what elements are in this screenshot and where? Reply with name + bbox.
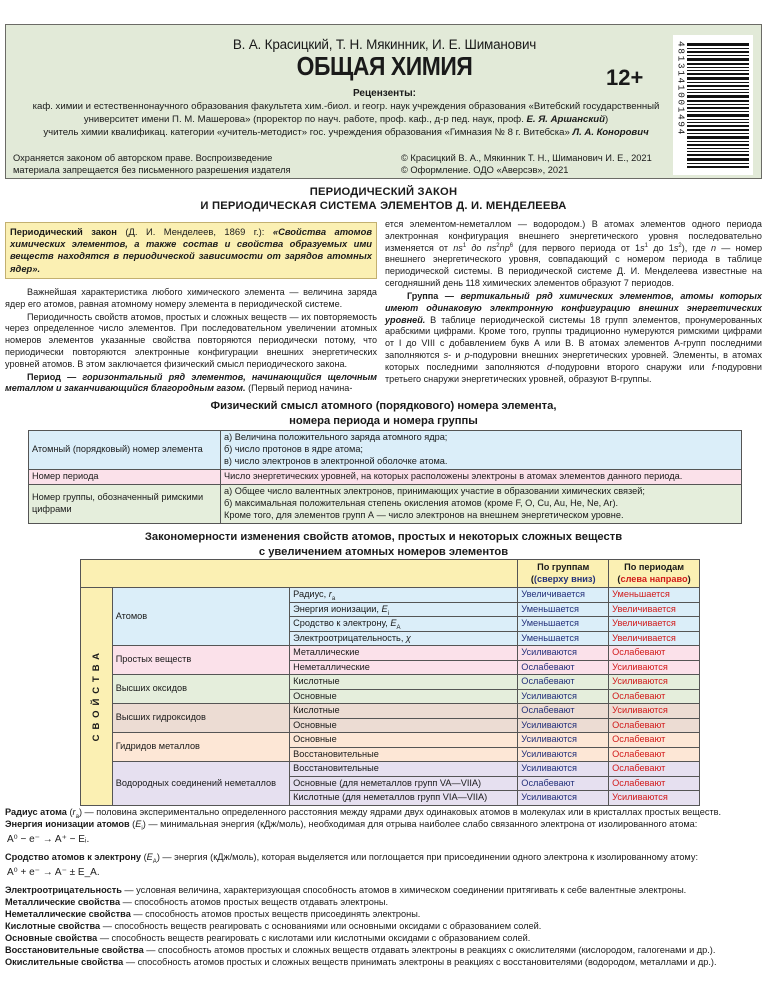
property-subscript: i bbox=[387, 610, 389, 617]
by-groups-direction: (сверху вниз) bbox=[533, 573, 596, 584]
periodic-law-box bbox=[5, 222, 377, 279]
definition-item bbox=[5, 885, 765, 897]
barcode-bars bbox=[687, 43, 749, 168]
definition-term: Энергия ионизации атомов bbox=[5, 818, 130, 829]
property-symbol: E bbox=[390, 618, 397, 629]
definition-term: Металлические свойства bbox=[5, 896, 121, 907]
text: ), где bbox=[681, 242, 711, 253]
by-group-value: Усиливаются bbox=[518, 718, 609, 733]
header-by-groups bbox=[518, 560, 609, 588]
formula: s bbox=[443, 349, 449, 360]
category-cell: Простых веществ bbox=[112, 646, 289, 675]
category-cell: Гидридов металлов bbox=[112, 733, 289, 762]
property-label: Основные bbox=[293, 734, 337, 745]
property-cell bbox=[290, 646, 518, 661]
definition-term: Сродство атомов к электрону bbox=[5, 851, 142, 862]
copyright-notice: Охраняется законом об авторском праве. Воспроизведение материала запрещается без письменного разрешения издателя bbox=[13, 153, 291, 175]
by-period-value: Ослабевают bbox=[609, 747, 700, 762]
text: (для первого периода от 1 bbox=[513, 242, 641, 253]
formula: f bbox=[711, 361, 715, 372]
barcode-bar bbox=[687, 107, 749, 109]
barcode-bar bbox=[687, 67, 749, 68]
by-period-value: Увеличивается bbox=[609, 602, 700, 617]
by-period-value: Ослабевают bbox=[609, 646, 700, 661]
barcode-bar bbox=[687, 163, 749, 164]
property-cell bbox=[290, 762, 518, 777]
section-title-line-2: И ПЕРИОДИЧЕСКАЯ СИСТЕМА ЭЛЕМЕНТОВ Д. И. МЕНДЕЛЕЕВА bbox=[200, 199, 567, 212]
by-group-value: Ослабевают bbox=[518, 704, 609, 719]
by-group-value: Усиливаются bbox=[518, 791, 609, 806]
value-line: а) Величина положительного заряда атомного ядра; bbox=[224, 432, 448, 442]
barcode-bar bbox=[687, 125, 749, 127]
barcode-bar bbox=[687, 144, 749, 146]
text: ется элементом-неметаллом — водородом.) В атомах элементов одного периода электронная конфигурация внешнего энергетического уровня последовательно изменяется от bbox=[385, 219, 762, 253]
barcode-bar bbox=[687, 136, 749, 139]
barcode-bar bbox=[687, 73, 749, 75]
definition-text: — условная величина, характеризующая способность атомов в химическом соединении притягивать к себе валентные электроны. bbox=[121, 884, 687, 895]
barcode-bar bbox=[687, 100, 749, 102]
by-group-value: Усиливаются bbox=[518, 733, 609, 748]
property-cell bbox=[290, 617, 518, 632]
left-column bbox=[5, 222, 377, 396]
property-symbol: χ bbox=[405, 632, 411, 643]
definition-text: — способность атомов простых веществ отдавать электроны. bbox=[120, 896, 389, 907]
table-row bbox=[81, 588, 700, 603]
property-label: Энергия ионизации, bbox=[293, 603, 382, 614]
by-group-value: Усиливаются bbox=[518, 689, 609, 704]
by-group-value: Ослабевают bbox=[518, 660, 609, 675]
by-period-value: Усиливаются bbox=[609, 704, 700, 719]
law-source: (Д. И. Менделеев, 1869 г.): bbox=[116, 226, 273, 237]
by-period-value: Уменьшается bbox=[609, 588, 700, 603]
definition-item bbox=[5, 945, 765, 957]
row-key: Номер группы, обозначенный римскими цифрами bbox=[29, 484, 221, 523]
category-cell: Водородных соединений неметаллов bbox=[112, 762, 289, 806]
table-row bbox=[81, 704, 700, 719]
property-cell bbox=[290, 733, 518, 748]
property-cell bbox=[290, 602, 518, 617]
property-symbol: E bbox=[381, 603, 388, 614]
barcode-bar bbox=[687, 63, 749, 65]
by-group-value: Ослабевают bbox=[518, 675, 609, 690]
barcode-bar bbox=[687, 154, 749, 156]
row-value bbox=[221, 469, 742, 484]
barcode-bar bbox=[687, 85, 749, 87]
meaning-table bbox=[28, 430, 742, 524]
subscript: A bbox=[152, 858, 157, 865]
barcode-bar bbox=[687, 82, 749, 83]
by-period-value: Усиливаются bbox=[609, 791, 700, 806]
property-label: Металлические bbox=[293, 647, 360, 658]
category-cell: Высших гидроксидов bbox=[112, 704, 289, 733]
paren: ( bbox=[617, 573, 621, 584]
group-term: Группа — bbox=[407, 290, 454, 301]
definition-text: — способность атомов простых веществ присоединять электроны. bbox=[130, 908, 421, 919]
category-cell: Атомов bbox=[112, 588, 289, 646]
text: -подуровни внешних энергетических уровней. Элементы, в атомах которых последними заполняются bbox=[385, 349, 762, 372]
row-key: Номер периода bbox=[29, 469, 221, 484]
barcode-bar bbox=[687, 77, 749, 80]
definition-item bbox=[5, 921, 765, 933]
trends-title-line-2: с увеличением атомных номеров элементов bbox=[258, 545, 509, 558]
definition-text: — энергия (кДж/моль), которая выделяется или поглощается при присоединении одного электрона к изолированному атому: bbox=[159, 851, 698, 862]
authors: В. А. Красицкий, Т. Н. Мякинник, И. Е. Шиманович bbox=[232, 37, 537, 52]
by-period-value: Усиливаются bbox=[609, 660, 700, 675]
row-key: Атомный (порядковый) номер элемента bbox=[29, 431, 221, 470]
book-title: ОБЩАЯ ХИМИЯ bbox=[296, 51, 473, 81]
definitions bbox=[5, 807, 765, 969]
by-period-value: Ослабевают bbox=[609, 762, 700, 777]
reviewers-label: Рецензенты: bbox=[353, 88, 416, 99]
paragraph-group bbox=[385, 291, 762, 386]
value-line: Число энергетических уровней, на которых расположены электроны в атомах элементов данного периода. bbox=[224, 470, 683, 481]
formula: s bbox=[673, 242, 679, 253]
property-label: Восстановительные bbox=[293, 748, 379, 759]
formula: np bbox=[499, 242, 510, 253]
table-row bbox=[29, 469, 742, 484]
period-tail: (Первый период начина- bbox=[245, 383, 353, 394]
property-label: Радиус, bbox=[293, 589, 329, 600]
reviewer-1-text: каф. химии и естественнонаучного образования факультета хим.-биол. и геогр. наук учреждения образования «Витебский государственный университет имени П. М. Машерова» (проректор по науч. работе, проф. каф., д-р пед. наук, проф. bbox=[32, 101, 660, 125]
property-label: Сродство к электрону, bbox=[293, 618, 391, 629]
by-group-value: Усиливаются bbox=[518, 646, 609, 661]
barcode-bar bbox=[687, 58, 749, 61]
definition-term: Кислотные свойства bbox=[5, 920, 101, 931]
by-group-value: Усиливаются bbox=[518, 747, 609, 762]
property-subscript: A bbox=[396, 625, 401, 632]
property-cell bbox=[290, 776, 518, 791]
definition-text: — минимальная энергия (кДж/моль), необходимая для отрыва наиболее слабо связанного электрона от изолированного атома: bbox=[145, 818, 698, 829]
header-blank bbox=[81, 560, 518, 588]
paragraph-charge: Важнейшая характеристика любого химического элемента — величина заряда ядер его атомов, равная атомному номеру элемента в периодической системе. bbox=[5, 286, 377, 309]
barcode-bar bbox=[687, 122, 749, 123]
by-period-value: Усиливаются bbox=[609, 675, 700, 690]
property-label: Основные bbox=[293, 690, 337, 701]
definition-text: — способность веществ реагировать с кислотами или кислотными оксидами с образованием солей. bbox=[97, 932, 531, 943]
by-period-value: Ослабевают bbox=[609, 689, 700, 704]
symbol: E bbox=[146, 851, 153, 862]
barcode-bar bbox=[687, 55, 749, 56]
barcode-bar bbox=[687, 133, 749, 134]
barcode-digits: 4813141001494 bbox=[675, 41, 687, 136]
formula: ns bbox=[453, 242, 463, 253]
meaning-title-line-2: номера периода и номера группы bbox=[289, 414, 478, 427]
property-label: Основные (для неметаллов групп VA—VIIA) bbox=[293, 777, 482, 788]
definition-item bbox=[5, 909, 765, 921]
superscript: 1 bbox=[462, 242, 467, 249]
superscript: 6 bbox=[509, 242, 514, 249]
definition-term: Радиус атома bbox=[5, 807, 67, 817]
formula: ns bbox=[486, 242, 497, 253]
text: -подуровни третьего снаружи энергетических уровней, образуют В-группы. bbox=[385, 361, 762, 384]
side-label: СВОЙСТВА bbox=[90, 648, 102, 742]
property-cell bbox=[290, 747, 518, 762]
superscript: 2 bbox=[678, 242, 682, 249]
definition-term: Окислительные свойства bbox=[5, 956, 124, 967]
property-label: Кислотные bbox=[293, 705, 340, 716]
definition-term: Основные свойства bbox=[5, 932, 98, 943]
trends-table bbox=[80, 559, 700, 806]
property-cell bbox=[290, 660, 518, 675]
by-period-value: Ослабевают bbox=[609, 776, 700, 791]
barcode-bar bbox=[687, 70, 749, 71]
by-period-value: Ослабевают bbox=[609, 718, 700, 733]
definition-text: — способность веществ реагировать с основаниями или основными оксидами с образованием солей. bbox=[100, 920, 542, 931]
definition-radius: Радиус атома $(r_a)$ — половина экспериментально определенного расстояния между ядрами двух одинаковых атомов в молекулах или в кристаллах простых веществ. bbox=[5, 807, 722, 820]
text: -подуровни второго снаружи или bbox=[552, 361, 712, 372]
text: до bbox=[466, 242, 487, 253]
property-label: Основные bbox=[293, 719, 337, 730]
reviewer-1-end: ) bbox=[604, 113, 609, 125]
table-row bbox=[81, 646, 700, 661]
definition-ionization: Энергия ионизации атомов $(E_i)$ — минимальная энергия (кДж/моль), необходимая для отрыва наиболее слабо связанного электрона от изолированного атома: bbox=[5, 818, 698, 832]
reviewers-text bbox=[26, 101, 666, 139]
definition-text: — половина экспериментально определенного расстояния между ядрами двух одинаковых атомов в молекулах или в кристаллах простых веществ. bbox=[82, 807, 722, 817]
definition-item bbox=[5, 897, 765, 909]
by-groups-label: По группам bbox=[537, 562, 590, 572]
row-value bbox=[221, 484, 742, 523]
section-title-line-1: ПЕРИОДИЧЕСКИЙ ЗАКОН bbox=[309, 186, 458, 198]
by-periods-direction: слева направо bbox=[620, 573, 688, 584]
reviewer-1-name: Е. Я. Аршанский bbox=[526, 113, 605, 125]
barcode-bar bbox=[687, 111, 749, 112]
property-cell bbox=[290, 631, 518, 646]
property-cell bbox=[290, 718, 518, 733]
row-value bbox=[221, 431, 742, 470]
by-group-value: Ослабевают bbox=[518, 776, 609, 791]
barcode-bar bbox=[687, 151, 749, 152]
subscript: a bbox=[75, 813, 79, 820]
by-group-value: Уменьшается bbox=[518, 617, 609, 632]
by-period-value: Увеличивается bbox=[609, 617, 700, 632]
table-row bbox=[29, 484, 742, 523]
by-period-value: Увеличивается bbox=[609, 631, 700, 646]
paren: ( bbox=[530, 573, 534, 584]
definition-term: Электроотрицательность bbox=[5, 884, 122, 895]
definition-item bbox=[5, 957, 765, 969]
barcode-bar bbox=[687, 148, 749, 149]
copyright-design: © Оформление. ОДО «Аверсэв», 2021 bbox=[401, 164, 569, 175]
value-line: а) Общее число валентных электронов, принимающих участие в образовании химических связей; bbox=[224, 485, 645, 496]
table-row bbox=[81, 675, 700, 690]
property-symbol: r bbox=[328, 589, 332, 600]
law-quote: «Свойства атомов химических элементов, а также состав и свойства образуемых ими веществ находятся в периодической зависимости от зарядов атомных ядер». bbox=[10, 226, 372, 274]
meaning-table-title bbox=[0, 399, 767, 428]
definition-item bbox=[5, 933, 765, 945]
by-group-value: Увеличивается bbox=[518, 588, 609, 603]
definition-list bbox=[5, 885, 765, 969]
barcode-bar bbox=[687, 43, 749, 46]
by-group-value: Уменьшается bbox=[518, 631, 609, 646]
text: В таблице периодической системы 18 групп элементов, пронумерованных арабскими цифрами. Кроме того, группы традиционно нумеруются римскими цифрами от I до VIII с добавлением букв А или В. В атомах элементов А-групп последними заполняются bbox=[385, 314, 762, 360]
property-cell bbox=[290, 791, 518, 806]
header-by-periods bbox=[609, 560, 700, 588]
period-definition: горизонтальный ряд элементов, начинающийся щелочным металлом и заканчивающийся благородным газом. bbox=[5, 371, 377, 394]
paragraph-periodicity: Периодичность свойств атомов, простых и сложных веществ — их повторяемость через определенное число элементов. При последовательном увеличении атомных номеров элементов указанные свойства повторяются периодически потому, что периодически повторяются электронные конфигурации внешних энергетических уровней атомов. В этом заключается физический смысл периодического закона. bbox=[5, 311, 377, 369]
header-row bbox=[81, 560, 700, 588]
definition-term: Неметаллические свойства bbox=[5, 908, 131, 919]
property-cell bbox=[290, 588, 518, 603]
barcode bbox=[673, 35, 753, 175]
value-line: Кроме того, для элементов групп А — число электронов на внешнем энергетическом уровне. bbox=[224, 509, 624, 520]
table-row bbox=[29, 431, 742, 470]
barcode-bar bbox=[687, 141, 749, 142]
property-label: Восстановительные bbox=[293, 763, 379, 774]
property-label: Кислотные (для неметаллов групп VIA—VIIA) bbox=[293, 792, 488, 803]
side-label-cell bbox=[81, 588, 113, 806]
barcode-bar bbox=[687, 129, 749, 131]
property-cell bbox=[290, 675, 518, 690]
period-term: Период — bbox=[27, 371, 77, 382]
property-label: Электроотрицательность, bbox=[293, 632, 406, 643]
subscript: i bbox=[141, 825, 143, 832]
barcode-bar bbox=[687, 166, 749, 168]
barcode-bar bbox=[687, 48, 749, 49]
table-row bbox=[81, 733, 700, 748]
property-cell bbox=[290, 689, 518, 704]
reviewer-2-text: учитель химии квалификац. категории «учитель-методист» гос. учреждения образования «Гимназия № 8 г. Витебска» bbox=[43, 126, 573, 138]
property-subscript: a bbox=[331, 596, 336, 603]
by-period-value: Ослабевают bbox=[609, 733, 700, 748]
trends-title-line-1: Закономерности изменения свойств атомов, простых и некоторых сложных веществ bbox=[144, 531, 623, 543]
barcode-bar bbox=[687, 114, 749, 117]
cover-header bbox=[5, 24, 762, 179]
category-cell: Высших оксидов bbox=[112, 675, 289, 704]
definition-affinity: Сродство атомов к электрону $(E_A)$ — энергия (кДж/моль), которая выделяется или поглощается при присоединении одного электрона к изолированному атому: bbox=[5, 851, 698, 865]
section-title bbox=[0, 186, 767, 213]
by-periods-label: По периодам bbox=[624, 562, 685, 572]
formula: p bbox=[464, 349, 470, 360]
definition-term: Восстановительные свойства bbox=[5, 944, 144, 955]
property-label: Кислотные bbox=[293, 676, 340, 687]
text: до 1 bbox=[648, 242, 674, 253]
reviewer-2-name: Л. А. Конорович bbox=[572, 126, 649, 138]
barcode-bar bbox=[687, 104, 749, 105]
barcode-bar bbox=[687, 119, 749, 120]
copyright-lines bbox=[401, 153, 676, 177]
superscript: 1 bbox=[644, 242, 649, 249]
paren: ) bbox=[687, 573, 691, 584]
by-group-value: Уменьшается bbox=[518, 602, 609, 617]
barcode-bar bbox=[687, 51, 749, 53]
text: — номер внешнего энергетического уровня, совпадающий с номером периода в таблице периодической системы. В периодической системе Д. И. Менделеева известные на сегодняшний день 118 химических элементов образуют 7 периодов. bbox=[385, 242, 763, 289]
copyright-authors: © Красицкий В. А., Мякинник Т. Н., Шиманович И. Е., 2021 bbox=[401, 153, 652, 163]
definition-text: — способность атомов простых и сложных веществ принимать электроны в реакциях с восстановителями (водородом, металлами и др.). bbox=[123, 956, 717, 967]
superscript: 2 bbox=[496, 242, 500, 249]
formula: n bbox=[711, 242, 717, 253]
value-line: б) число протонов в ядре атома; bbox=[224, 443, 363, 454]
affinity-formula: A⁰ + e⁻ → A⁻ ± E_A. bbox=[7, 866, 100, 878]
value-line: б) максимальная положительная степень окисления атомов (кроме F, O, Cu, Au, He, Ne, Ar). bbox=[224, 497, 619, 508]
symbol: E bbox=[135, 818, 142, 829]
formula: d bbox=[547, 361, 553, 372]
ionization-formula: A⁰ − e⁻ → A⁺ − Eᵢ. bbox=[7, 833, 90, 845]
barcode-bar bbox=[687, 158, 749, 161]
group-definition: вертикальный ряд химических элементов, атомы которых имеют одинаковую электронную конфигурацию внешних энергетических уровней. bbox=[385, 290, 762, 325]
trends-table-title bbox=[0, 530, 767, 559]
property-cell bbox=[290, 704, 518, 719]
age-rating-badge: 12+ bbox=[606, 65, 644, 90]
paragraph-electron-config bbox=[385, 219, 762, 290]
law-term: Периодический закон bbox=[10, 226, 117, 237]
formula: s bbox=[640, 242, 645, 253]
meaning-title-line-1: Физический смысл атомного (порядкового) номера элемента, bbox=[210, 400, 557, 412]
right-column bbox=[385, 219, 762, 386]
by-group-value: Усиливаются bbox=[518, 762, 609, 777]
property-label: Неметаллические bbox=[293, 661, 370, 672]
paragraph-period bbox=[5, 372, 377, 396]
definition-text: — способность атомов простых и сложных веществ отдавать электроны в реакциях с окислителями (кислородом, галогенами и др.). bbox=[143, 944, 716, 955]
table-row bbox=[81, 762, 700, 777]
text: - и bbox=[448, 349, 465, 360]
value-line: в) число электронов в электронной оболочке атома. bbox=[224, 455, 448, 466]
symbol: r bbox=[72, 807, 76, 817]
